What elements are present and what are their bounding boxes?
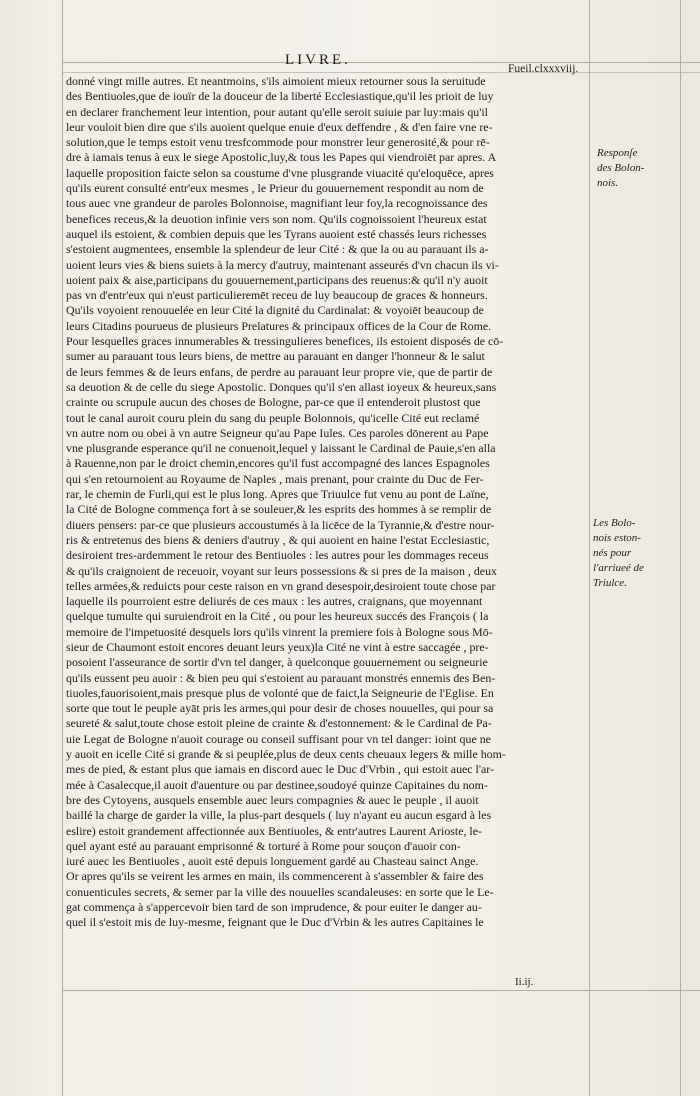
left-rule	[62, 0, 63, 1096]
text-line: laquelle proposition faicte selon sa coustume d'vne plusgrande viuacité qu'eloquēce, apres	[66, 165, 494, 180]
text-line: conuenticules secrets, & semer par la ville des nouuelles scandaleuses: en sorte que le Le-	[66, 884, 494, 899]
text-line: memoire de l'impetuosité desquels lors qu'ils vinrent la premiere fois à Bologne sous Mō-	[66, 624, 493, 639]
text-line: Pour lesquelles graces innumerables & tressingulieres benefices, ils estoient disposés de cō-	[66, 334, 504, 349]
running-head-livre: LIVRE.	[285, 52, 351, 68]
text-line: Qu'ils voyoient renouuelée en leur Cité la dignité du Cardinalat: & voyoiēt beaucoup de	[66, 303, 484, 318]
text-line: laquelle ils pourroient estre deliurés de ces maux : les autres, craignans, que moyennant	[66, 594, 483, 609]
text-line: sieur de Chaumont estoit encores deuant leurs yeux)la Cité ne vint à estre saccagée , pre-	[66, 639, 489, 654]
text-line: crainte ou scrupule aucun des choses de Bologne, par-ce que il entenderoit plustost que	[66, 395, 481, 410]
text-column-rule	[589, 0, 590, 1096]
margin-note-line: Triulce.	[593, 577, 627, 589]
text-line: baillé la charge de garder la ville, la plus-part desquels ( luy n'ayant eu aucun esgard à les	[66, 808, 492, 823]
text-line: en declarer franchement leur intention, pour autant qu'elle seroit suiuie par luy:mais qu'il	[66, 104, 488, 119]
text-line: donné vingt mille autres. Et neantmoins, s'ils aimoient mieux retourner sous la seruitude	[66, 74, 486, 88]
signature-mark: Ii.ij.	[515, 976, 534, 988]
text-line: y auoit en icelle Cité si grande & si peuplée,plus de deux cents cheuaux legers & mille hom-	[66, 747, 506, 762]
text-line: de leurs femmes & de leurs enfans, de perdre au parauant leur propre vie, que de partir de	[66, 364, 493, 379]
margin-note-line: Les Bolo-	[593, 517, 636, 529]
text-line: telles armées,& reduicts pour ceste raison en vn grand desespoir,desiroient toute chose par	[66, 578, 496, 593]
margin-note-line: Responſe	[597, 147, 638, 159]
text-line: uoient leurs vies & biens suiets à la mercy d'autruy, maintenant asseurés d'vn chacun ils vi-	[66, 257, 499, 272]
text-line: vne plusgrande esperance qu'il ne conuenoit,lequel y laissant le Cardinal de Pauie,s'en alla	[66, 441, 496, 456]
text-line: pas vn d'entr'eux qui n'eust particulieremēt receu de luy beaucoup de graces & honneurs.	[66, 288, 488, 303]
text-line: leurs Citadins pourueus de plusieurs Prelatures & principaux offices de la Cour de Rome.	[66, 318, 492, 333]
text-line: bre des Cytoyens, ausquels ensemble auec leurs compagnies & auec le peuple , il auoit	[66, 792, 479, 807]
text-line: sorte que tout le peuple ayāt pris les armes,qui pour desir de choses nouuelles, qui pour sa	[66, 701, 494, 716]
text-line: tous auec vne grandeur de paroles Bolonnoise, magnifiant leur foy,la recognoissance des	[66, 196, 488, 211]
text-line: qui s'en retournoient au Royaume de Naples , mais prenant, pour crainte du Duc de Fer-	[66, 471, 484, 486]
text-line: desiroient tres-ardemment le retour des Bentiuoles : les autres pour les dommages receus	[66, 548, 489, 563]
text-line: qu'ils eussent peu auoir : & bien peu qui s'estoient au parauant monstrés ennemis des Ben-	[66, 670, 496, 685]
text-line: eslire) estoit grandement affectionnée aux Bentiuoles, & entr'autres Laurent Arioste, le-	[66, 823, 482, 838]
text-line: ris & entretenus des biens & deniers d'autruy , & qui auoient en haine l'estat Ecclesiastic,	[66, 532, 490, 547]
text-line: quel il s'estoit mis de luy-mesme, feignant que le Duc d'Vrbin & les autres Capitaines le	[66, 915, 484, 930]
text-line: mée à Casalecque,il auoit d'auenture ou par destinee,soudoyé quinze Capitaines du nom-	[66, 777, 488, 792]
text-line: tiuoles,fauorisoient,mais presque plus de volonté que de faict,la Seigneurie de l'Eglise. En	[66, 685, 494, 700]
text-line: vn autre nom ou obei à vn autre Seigneur qu'au Pape Iules. Ces paroles dōnerent au Pape	[66, 425, 489, 440]
text-line: seureté & salut,toute chose estoit pleine de crainte & d'estonnement: & le Cardinal de Pa-	[66, 716, 492, 731]
text-line: la Cité de Bologne commença fort à se souleuer,& les esprits des hommes à se remplir de	[66, 502, 492, 517]
margin-note-line: nés pour	[593, 547, 632, 559]
text-line: uoient paix & aise,participans du gouuernement,participans des reuenus:& qu'il n'y auoit	[66, 272, 488, 287]
text-line: à Rauenne,non par le droict chemin,encores qu'il fust accompagné des lances Espagnoles	[66, 456, 490, 471]
text-line: rar, le chemin de Furli,qui est le plus long. Apres que Triuulce fut venu au pont de Laïne,	[66, 487, 489, 502]
text-line: auquel ils estoient, & combien depuis que les Tyrans auoient esté chassés leurs richesses	[66, 226, 487, 241]
text-line: quelque tumulte qui suruiendroit en la Cité , ou pour les heureux succés des François ( la	[66, 609, 489, 624]
margin-note-line: l'arriueé de	[593, 562, 644, 574]
text-line: sumer au parauant tous leurs biens, de mettre au parauant en danger l'honneur & le salut	[66, 349, 485, 364]
top-rule-thin	[62, 72, 700, 73]
margin-note-bolonnois	[593, 516, 644, 591]
top-rule	[62, 62, 700, 63]
margin-note-response	[597, 146, 644, 191]
text-line: gat commença à s'appercevoir bien tard de son imprudence, & pour euiter le danger au-	[66, 900, 482, 915]
text-line: solution,que le temps estoit venu tresfcommode pour monstrer leur generosité,& pour rē-	[66, 135, 490, 150]
text-line: s'estoient augmentees, ensemble la splendeur de leur Cité : & que la ou au parauant ils a-	[66, 242, 489, 257]
margin-note-line: nois.	[597, 177, 619, 189]
bottom-rule	[62, 990, 700, 991]
text-line: leur vouloit bien dire que s'ils auoient quelque enuie d'eux deffendre , & d'en faire vne re-	[66, 119, 493, 134]
text-line: Or apres qu'ils se veirent les armes en main, ils commencerent à s'assembler & faire des	[66, 869, 484, 884]
margin-note-line: des Bolon-	[597, 162, 645, 174]
text-line: diuers pensers: par-ce que plusieurs accoustumés à la licēce de la Tyrannie,& d'estre nour-	[66, 517, 495, 532]
text-line: sa deuotion & de celle du siege Apostolic. Donques qu'il s'en allast ioyeux & heureux,sans	[66, 379, 497, 394]
text-line: mes de pied, & estant plus que iamais en discord auec le Duc d'Vrbin , qui estoit auec l'ar-	[66, 762, 494, 777]
text-line: tout le canal auroit couru plein du sang du peuple Bolonnois, qu'icelle Cité eut reclamé	[66, 410, 480, 425]
body-text	[66, 74, 586, 931]
outer-margin-rule	[680, 0, 681, 1096]
text-line: iuré auec les Bentiuoles , auoit esté depuis longuement gardé au Chasteau sainct Ange.	[66, 854, 479, 869]
text-line: dre à iamais tenus à eux le siege Apostolic,luy,& tous les Papes qui viendroiēt par apres. A	[66, 150, 497, 165]
text-line: quel ayant esté au parauant emprisonné & torturé à Rome pour souçon d'auoir con-	[66, 838, 461, 853]
text-line: qu'ils eurent consulté entr'eux mesmes , le Prieur du gouuernement respondit au nom de	[66, 181, 484, 196]
folio-number: Fueil.clxxxviij.	[508, 63, 579, 75]
text-line: benefices receus,& la deuotion infinie vers son nom. Qu'ils cognoissoient l'heureux estat	[66, 211, 487, 226]
margin-note-line: nois eston-	[593, 532, 641, 544]
text-line: & qu'ils craignoient de receuoir, voyant sur leurs possessions & si pres de la maison , deux	[66, 563, 497, 578]
text-line: des Bentiuoles,que de iouïr de la douceur de la liberté Ecclesiastique,qu'il les prioit de luy	[66, 89, 494, 104]
text-line: uie Legat de Bologne n'auoit courage ou conseil suffisant pour vn tel danger: ioint que ne	[66, 731, 491, 746]
text-line: posoient l'asseurance de sortir d'vn tel danger, à quelconque gouuernement ou seigneurie	[66, 655, 488, 670]
